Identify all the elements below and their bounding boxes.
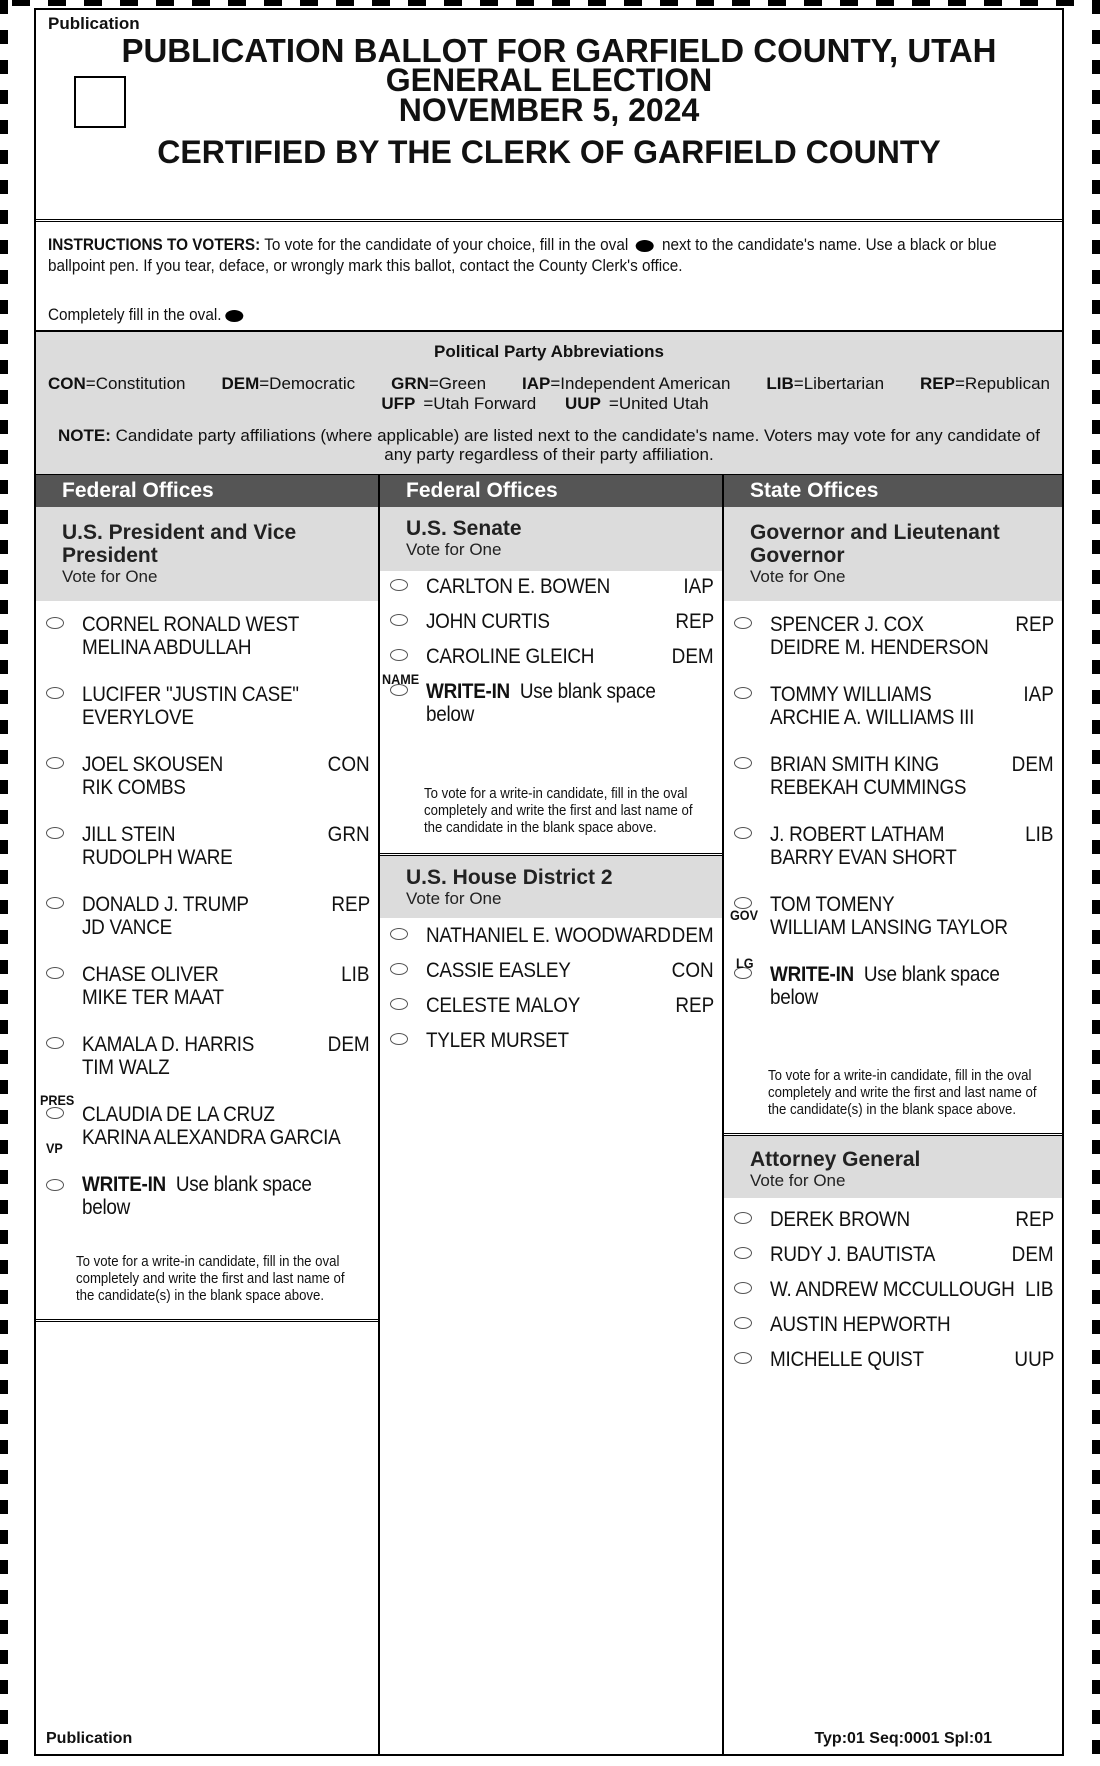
vote-oval[interactable] [390, 1033, 408, 1045]
vote-oval[interactable] [734, 1282, 752, 1294]
candidate-option[interactable]: AUSTIN HEPWORTH [724, 1309, 1062, 1344]
vote-oval[interactable] [390, 649, 408, 661]
write-in-note: To vote for a write-in candidate, fill in the oval completely and write the first and last name of the candidate(s) in the blank space above. [768, 1067, 1037, 1118]
filled-oval-icon [636, 240, 654, 252]
party-abbreviations-title: Political Party Abbreviations [434, 342, 664, 361]
write-in-pres-label: PRES [40, 1092, 75, 1108]
write-in-note: To vote for a write-in candidate, fill in the oval completely and write the first and last name of the candidate in the blank space above. [424, 785, 693, 836]
ballot-columns [36, 475, 1062, 1756]
vote-oval[interactable] [734, 617, 752, 629]
vote-oval[interactable] [46, 827, 64, 839]
vote-for: Vote for One [750, 567, 846, 586]
party-item: GRN=Green [391, 374, 487, 393]
vote-oval[interactable] [734, 1352, 752, 1364]
column-header: Federal Offices [380, 475, 722, 507]
candidate-option[interactable]: JOEL SKOUSEN RIK COMBS CON [36, 749, 378, 819]
ballot-header [36, 10, 1062, 222]
candidate-option[interactable]: CASSIE EASLEY CON [380, 955, 722, 990]
candidate-option[interactable]: LUCIFER "JUSTIN CASE" EVERYLOVE [36, 679, 378, 749]
instructions-label: INSTRUCTIONS TO VOTERS: [48, 235, 261, 254]
section-divider [36, 1319, 378, 1322]
race-header-house [380, 856, 722, 918]
party-item: IAP=Independent American [522, 374, 731, 393]
candidate-option[interactable]: BRIAN SMITH KING REBEKAH CUMMINGS DEM [724, 749, 1062, 819]
candidate-option[interactable]: CARLTON E. BOWEN IAP [380, 571, 722, 606]
race-header-governor [724, 507, 1062, 601]
write-in-option[interactable]: WRITE-IN Use blank space below [380, 676, 722, 711]
instructions-text-b: next to the candidate's name. Use a black or blue ballpoint pen. If you tear, deface, or wrongly mark this ballot, contact the County Clerk's office. [48, 235, 997, 275]
vote-for: Vote for One [406, 889, 502, 908]
vote-oval[interactable] [734, 827, 752, 839]
candidate-option[interactable]: SPENCER J. COX DEIDRE M. HENDERSON REP [724, 609, 1062, 679]
candidate-option[interactable]: W. ANDREW MCCULLOUGH LIB [724, 1274, 1062, 1309]
candidate-option[interactable]: DONALD J. TRUMP JD VANCE REP [36, 889, 378, 959]
party-item: CON=Constitution [48, 374, 186, 393]
candidate-option[interactable]: TYLER MURSET [380, 1025, 722, 1060]
race-title: Attorney General [750, 1148, 921, 1171]
vote-oval[interactable] [46, 617, 64, 629]
candidate-option[interactable]: JILL STEIN RUDOLPH WARE GRN [36, 819, 378, 889]
vote-for: Vote for One [62, 567, 158, 586]
write-in-gov-label: GOV [730, 907, 759, 923]
certification-line: CERTIFIED BY THE CLERK OF GARFIELD COUNTY [157, 134, 941, 170]
party-list-row-2 [36, 394, 1062, 414]
candidate-option[interactable]: TOM TOMENY WILLIAM LANSING TAYLOR [724, 889, 1062, 959]
vote-oval[interactable] [390, 998, 408, 1010]
vote-oval[interactable] [390, 928, 408, 940]
candidate-option[interactable]: TOMMY WILLIAMS ARCHIE A. WILLIAMS III IAP [724, 679, 1062, 749]
candidate-option[interactable]: CAROLINE GLEICH DEM [380, 641, 722, 676]
candidate-option[interactable]: MICHELLE QUIST UUP [724, 1344, 1062, 1379]
candidate-option[interactable]: NATHANIEL E. WOODWARD DEM [380, 920, 722, 955]
vote-oval[interactable] [390, 614, 408, 626]
write-in-option[interactable]: WRITE-IN Use blank space below [36, 1169, 378, 1204]
race-title: U.S. House District 2 [406, 866, 613, 889]
vote-oval[interactable] [734, 1212, 752, 1224]
column-header: State Offices [724, 475, 1062, 507]
vote-oval[interactable] [46, 687, 64, 699]
candidate-option[interactable]: CLAUDIA DE LA CRUZ KARINA ALEXANDRA GARCIA [36, 1099, 378, 1169]
write-in-note: To vote for a write-in candidate, fill in the oval completely and write the first and last name of the candidate(s) in the blank space above. [76, 1253, 345, 1304]
footer-sequence: Typ:01 Seq:0001 Spl:01 [814, 1730, 992, 1747]
column-header: Federal Offices [36, 475, 378, 507]
instructions-text-a: To vote for the candidate of your choice, fill in the oval [264, 235, 629, 254]
candidate-option[interactable]: DEREK BROWN REP [724, 1204, 1062, 1239]
vote-oval[interactable] [390, 963, 408, 975]
candidate-option[interactable]: CELESTE MALOY REP [380, 990, 722, 1025]
candidate-option[interactable]: KAMALA D. HARRIS TIM WALZ DEM [36, 1029, 378, 1099]
race-header-senate [380, 507, 722, 571]
instructions [36, 222, 1062, 332]
vote-oval[interactable] [46, 1107, 64, 1119]
election-date: NOVEMBER 5, 2024 [398, 92, 700, 128]
timing-marks-left [0, 0, 8, 1766]
party-item: REP=Republican [920, 374, 1050, 393]
timing-marks-right [1092, 0, 1100, 1766]
candidate-option[interactable]: RUDY J. BAUTISTA DEM [724, 1239, 1062, 1274]
vote-oval[interactable] [390, 579, 408, 591]
candidate-option[interactable]: J. ROBERT LATHAM BARRY EVAN SHORT LIB [724, 819, 1062, 889]
vote-oval[interactable] [734, 757, 752, 769]
candidate-option[interactable]: CHASE OLIVER MIKE TER MAAT LIB [36, 959, 378, 1029]
vote-oval[interactable] [46, 757, 64, 769]
vote-oval[interactable] [734, 1317, 752, 1329]
vote-oval[interactable] [734, 687, 752, 699]
vote-for: Vote for One [750, 1171, 846, 1190]
write-in-lg-label: LG [736, 955, 754, 971]
ballot-title: PUBLICATION BALLOT FOR GARFIELD COUNTY, UTAH [121, 32, 997, 69]
vote-for: Vote for One [406, 540, 502, 559]
vote-oval[interactable] [46, 1179, 64, 1191]
party-item: LIB=Libertarian [766, 374, 885, 393]
ballot-frame [34, 8, 1064, 1756]
column-federal-1 [36, 475, 380, 1756]
party-item: UUP =United Utah [565, 394, 709, 413]
timing-marks-top [12, 0, 1088, 6]
race-header-president [36, 507, 378, 601]
candidate-option[interactable]: JOHN CURTIS REP [380, 606, 722, 641]
footer-publication: Publication [46, 1730, 133, 1747]
race-title: Governor and Lieutenant Governor [750, 521, 1000, 567]
write-in-vp-label: VP [46, 1140, 63, 1156]
vote-oval[interactable] [46, 1037, 64, 1049]
race-title: U.S. President and Vice President [62, 521, 297, 567]
race-title: U.S. Senate [406, 517, 522, 540]
party-item: UFP =Utah Forward [381, 394, 537, 413]
write-in-option[interactable]: WRITE-IN Use blank space below [724, 959, 1062, 994]
election-name: GENERAL ELECTION [385, 62, 713, 98]
candidate-option[interactable]: CORNEL RONALD WEST MELINA ABDULLAH [36, 609, 378, 679]
corner-label: Publication [48, 14, 140, 33]
vote-oval[interactable] [46, 967, 64, 979]
fill-instruction: Completely fill in the oval. [48, 305, 222, 324]
write-in-name-label: NAME [382, 671, 420, 687]
vote-oval[interactable] [734, 1247, 752, 1259]
filled-oval-icon [225, 310, 243, 322]
race-header-attorney-general [724, 1136, 1062, 1198]
party-list-row-1 [48, 374, 1050, 394]
party-abbreviations [36, 332, 1062, 475]
vote-oval[interactable] [46, 897, 64, 909]
party-note: NOTE: Candidate party affiliations (where applicable) are listed next to the candidate's name. Voters may vote for any candidate of any party regardless of their party affiliation. [58, 426, 1040, 464]
party-item: DEM=Democratic [221, 374, 356, 393]
column-state [724, 475, 1062, 1756]
column-federal-2 [380, 475, 724, 1756]
